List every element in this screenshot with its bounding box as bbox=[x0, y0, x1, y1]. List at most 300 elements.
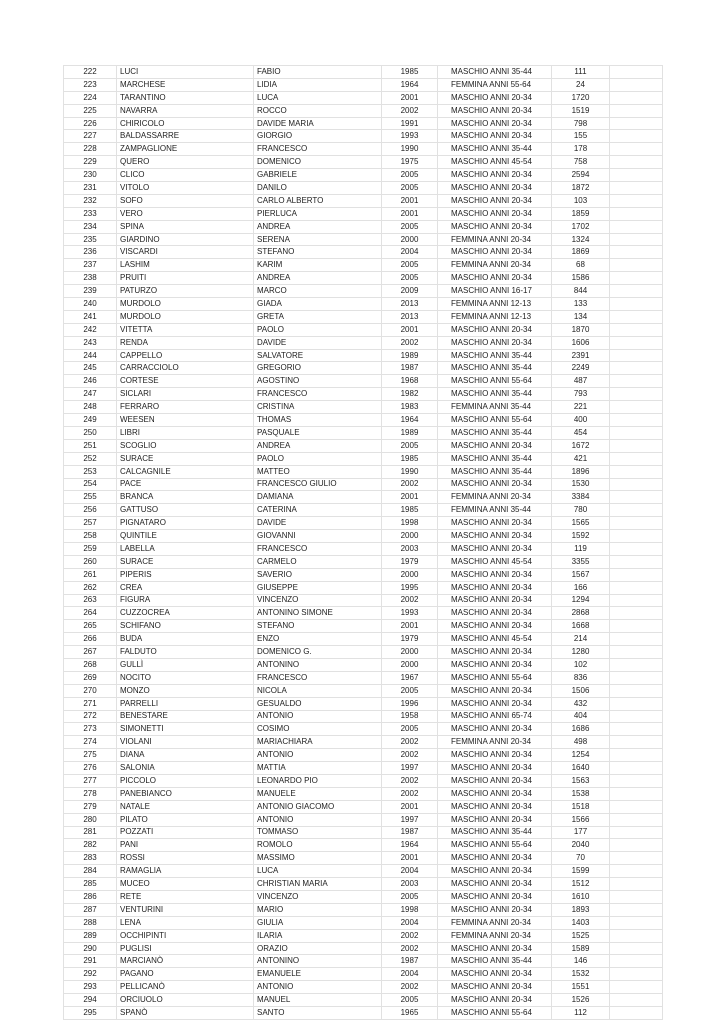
results-table bbox=[63, 65, 663, 1020]
table-row bbox=[64, 66, 663, 79]
bib-number-cell: 2391 bbox=[552, 349, 610, 362]
table-row bbox=[64, 697, 663, 710]
birth-year-cell: 1998 bbox=[382, 903, 438, 916]
category-cell: MASCHIO ANNI 20-34 bbox=[438, 723, 552, 736]
bib-number-cell: 836 bbox=[552, 671, 610, 684]
bib-number-cell: 24 bbox=[552, 78, 610, 91]
first-name-cell: VINCENZO bbox=[254, 594, 382, 607]
category-cell: MASCHIO ANNI 35-44 bbox=[438, 426, 552, 439]
table-row bbox=[64, 259, 663, 272]
empty-cell bbox=[610, 220, 663, 233]
empty-cell bbox=[610, 375, 663, 388]
empty-cell bbox=[610, 800, 663, 813]
bib-number-cell: 1859 bbox=[552, 207, 610, 220]
position-cell: 257 bbox=[64, 517, 117, 530]
bib-number-cell: 1280 bbox=[552, 646, 610, 659]
table-row bbox=[64, 233, 663, 246]
first-name-cell: MASSIMO bbox=[254, 852, 382, 865]
first-name-cell: LUCA bbox=[254, 865, 382, 878]
empty-cell bbox=[610, 891, 663, 904]
surname-cell: MURDOLO bbox=[117, 310, 254, 323]
category-cell: MASCHIO ANNI 20-34 bbox=[438, 749, 552, 762]
bib-number-cell: 1526 bbox=[552, 994, 610, 1007]
surname-cell: PANI bbox=[117, 839, 254, 852]
first-name-cell: MARIO bbox=[254, 903, 382, 916]
position-cell: 263 bbox=[64, 594, 117, 607]
position-cell: 264 bbox=[64, 607, 117, 620]
empty-cell bbox=[610, 285, 663, 298]
surname-cell: LIBRI bbox=[117, 426, 254, 439]
first-name-cell: ANTONINO SIMONE bbox=[254, 607, 382, 620]
empty-cell bbox=[610, 388, 663, 401]
category-cell: MASCHIO ANNI 20-34 bbox=[438, 658, 552, 671]
table-row bbox=[64, 414, 663, 427]
position-cell: 226 bbox=[64, 117, 117, 130]
birth-year-cell: 2004 bbox=[382, 246, 438, 259]
first-name-cell: STEFANO bbox=[254, 620, 382, 633]
bib-number-cell: 1538 bbox=[552, 787, 610, 800]
table-row bbox=[64, 143, 663, 156]
position-cell: 232 bbox=[64, 194, 117, 207]
category-cell: MASCHIO ANNI 20-34 bbox=[438, 697, 552, 710]
birth-year-cell: 2002 bbox=[382, 774, 438, 787]
first-name-cell: GIADA bbox=[254, 298, 382, 311]
empty-cell bbox=[610, 826, 663, 839]
birth-year-cell: 1967 bbox=[382, 671, 438, 684]
position-cell: 251 bbox=[64, 439, 117, 452]
surname-cell: FIGURA bbox=[117, 594, 254, 607]
birth-year-cell: 1979 bbox=[382, 555, 438, 568]
table-row bbox=[64, 298, 663, 311]
category-cell: MASCHIO ANNI 20-34 bbox=[438, 117, 552, 130]
first-name-cell: GIULIA bbox=[254, 916, 382, 929]
table-row bbox=[64, 620, 663, 633]
bib-number-cell: 2868 bbox=[552, 607, 610, 620]
category-cell: MASCHIO ANNI 20-34 bbox=[438, 439, 552, 452]
surname-cell: VITOLO bbox=[117, 182, 254, 195]
surname-cell: FERRARO bbox=[117, 401, 254, 414]
birth-year-cell: 2004 bbox=[382, 916, 438, 929]
birth-year-cell: 2001 bbox=[382, 207, 438, 220]
surname-cell: BALDASSARRE bbox=[117, 130, 254, 143]
empty-cell bbox=[610, 362, 663, 375]
surname-cell: PIGNATARO bbox=[117, 517, 254, 530]
birth-year-cell: 2005 bbox=[382, 891, 438, 904]
bib-number-cell: 102 bbox=[552, 658, 610, 671]
bib-number-cell: 70 bbox=[552, 852, 610, 865]
table-row bbox=[64, 607, 663, 620]
category-cell: MASCHIO ANNI 20-34 bbox=[438, 891, 552, 904]
first-name-cell: FABIO bbox=[254, 66, 382, 79]
empty-cell bbox=[610, 749, 663, 762]
position-cell: 233 bbox=[64, 207, 117, 220]
surname-cell: LASHIM bbox=[117, 259, 254, 272]
first-name-cell: ORAZIO bbox=[254, 942, 382, 955]
birth-year-cell: 2002 bbox=[382, 942, 438, 955]
category-cell: MASCHIO ANNI 20-34 bbox=[438, 130, 552, 143]
first-name-cell: VINCENZO bbox=[254, 891, 382, 904]
category-cell: MASCHIO ANNI 20-34 bbox=[438, 207, 552, 220]
empty-cell bbox=[610, 929, 663, 942]
surname-cell: NAVARRA bbox=[117, 104, 254, 117]
table-row bbox=[64, 994, 663, 1007]
empty-cell bbox=[610, 1007, 663, 1020]
empty-cell bbox=[610, 336, 663, 349]
first-name-cell: SAVERIO bbox=[254, 568, 382, 581]
table-row bbox=[64, 942, 663, 955]
birth-year-cell: 2005 bbox=[382, 220, 438, 233]
table-row bbox=[64, 452, 663, 465]
table-row bbox=[64, 285, 663, 298]
table-row bbox=[64, 813, 663, 826]
position-cell: 237 bbox=[64, 259, 117, 272]
first-name-cell: ANDREA bbox=[254, 439, 382, 452]
surname-cell: LENA bbox=[117, 916, 254, 929]
surname-cell: PUGLISI bbox=[117, 942, 254, 955]
position-cell: 290 bbox=[64, 942, 117, 955]
table-row bbox=[64, 478, 663, 491]
table-row bbox=[64, 117, 663, 130]
bib-number-cell: 1702 bbox=[552, 220, 610, 233]
surname-cell: OCCHIPINTI bbox=[117, 929, 254, 942]
surname-cell: CAPPELLO bbox=[117, 349, 254, 362]
table-row bbox=[64, 555, 663, 568]
surname-cell: LABELLA bbox=[117, 542, 254, 555]
category-cell: MASCHIO ANNI 20-34 bbox=[438, 878, 552, 891]
bib-number-cell: 1893 bbox=[552, 903, 610, 916]
surname-cell: RETE bbox=[117, 891, 254, 904]
birth-year-cell: 2001 bbox=[382, 91, 438, 104]
bib-number-cell: 1720 bbox=[552, 91, 610, 104]
table-row bbox=[64, 375, 663, 388]
birth-year-cell: 1997 bbox=[382, 762, 438, 775]
surname-cell: SURACE bbox=[117, 452, 254, 465]
bib-number-cell: 134 bbox=[552, 310, 610, 323]
birth-year-cell: 1982 bbox=[382, 388, 438, 401]
position-cell: 270 bbox=[64, 684, 117, 697]
position-cell: 224 bbox=[64, 91, 117, 104]
birth-year-cell: 2005 bbox=[382, 259, 438, 272]
category-cell: MASCHIO ANNI 20-34 bbox=[438, 684, 552, 697]
empty-cell bbox=[610, 66, 663, 79]
bib-number-cell: 155 bbox=[552, 130, 610, 143]
surname-cell: CHIRICOLO bbox=[117, 117, 254, 130]
empty-cell bbox=[610, 968, 663, 981]
position-cell: 261 bbox=[64, 568, 117, 581]
empty-cell bbox=[610, 774, 663, 787]
category-cell: FEMMINA ANNI 20-34 bbox=[438, 491, 552, 504]
surname-cell: POZZATI bbox=[117, 826, 254, 839]
surname-cell: LUCI bbox=[117, 66, 254, 79]
position-cell: 258 bbox=[64, 530, 117, 543]
bib-number-cell: 1640 bbox=[552, 762, 610, 775]
category-cell: MASCHIO ANNI 35-44 bbox=[438, 388, 552, 401]
category-cell: FEMMINA ANNI 35-44 bbox=[438, 401, 552, 414]
bib-number-cell: 758 bbox=[552, 156, 610, 169]
table-row bbox=[64, 981, 663, 994]
position-cell: 250 bbox=[64, 426, 117, 439]
position-cell: 288 bbox=[64, 916, 117, 929]
bib-number-cell: 1567 bbox=[552, 568, 610, 581]
table-row bbox=[64, 774, 663, 787]
category-cell: MASCHIO ANNI 35-44 bbox=[438, 66, 552, 79]
position-cell: 253 bbox=[64, 465, 117, 478]
category-cell: MASCHIO ANNI 20-34 bbox=[438, 852, 552, 865]
position-cell: 262 bbox=[64, 581, 117, 594]
table-row bbox=[64, 878, 663, 891]
birth-year-cell: 1987 bbox=[382, 955, 438, 968]
surname-cell: CLICO bbox=[117, 169, 254, 182]
surname-cell: GULLÌ bbox=[117, 658, 254, 671]
surname-cell: GIARDINO bbox=[117, 233, 254, 246]
table-row bbox=[64, 530, 663, 543]
table-row bbox=[64, 646, 663, 659]
table-row bbox=[64, 929, 663, 942]
category-cell: MASCHIO ANNI 55-64 bbox=[438, 671, 552, 684]
bib-number-cell: 1870 bbox=[552, 323, 610, 336]
first-name-cell: ANTONIO bbox=[254, 710, 382, 723]
results-table-body bbox=[64, 66, 663, 1020]
category-cell: MASCHIO ANNI 20-34 bbox=[438, 581, 552, 594]
position-cell: 275 bbox=[64, 749, 117, 762]
table-row bbox=[64, 736, 663, 749]
bib-number-cell: 432 bbox=[552, 697, 610, 710]
bib-number-cell: 1668 bbox=[552, 620, 610, 633]
bib-number-cell: 1525 bbox=[552, 929, 610, 942]
surname-cell: ROSSI bbox=[117, 852, 254, 865]
category-cell: MASCHIO ANNI 20-34 bbox=[438, 246, 552, 259]
bib-number-cell: 1551 bbox=[552, 981, 610, 994]
bib-number-cell: 119 bbox=[552, 542, 610, 555]
first-name-cell: PAOLO bbox=[254, 323, 382, 336]
table-row bbox=[64, 568, 663, 581]
bib-number-cell: 112 bbox=[552, 1007, 610, 1020]
bib-number-cell: 1592 bbox=[552, 530, 610, 543]
birth-year-cell: 2001 bbox=[382, 800, 438, 813]
first-name-cell: FRANCESCO bbox=[254, 143, 382, 156]
empty-cell bbox=[610, 813, 663, 826]
position-cell: 269 bbox=[64, 671, 117, 684]
birth-year-cell: 2002 bbox=[382, 104, 438, 117]
surname-cell: CREA bbox=[117, 581, 254, 594]
first-name-cell: GESUALDO bbox=[254, 697, 382, 710]
surname-cell: VIOLANI bbox=[117, 736, 254, 749]
birth-year-cell: 1975 bbox=[382, 156, 438, 169]
birth-year-cell: 1998 bbox=[382, 517, 438, 530]
empty-cell bbox=[610, 878, 663, 891]
surname-cell: CARRACCIOLO bbox=[117, 362, 254, 375]
bib-number-cell: 404 bbox=[552, 710, 610, 723]
birth-year-cell: 2000 bbox=[382, 646, 438, 659]
position-cell: 248 bbox=[64, 401, 117, 414]
surname-cell: CORTESE bbox=[117, 375, 254, 388]
bib-number-cell: 1586 bbox=[552, 272, 610, 285]
table-row bbox=[64, 594, 663, 607]
position-cell: 228 bbox=[64, 143, 117, 156]
first-name-cell: GIORGIO bbox=[254, 130, 382, 143]
empty-cell bbox=[610, 530, 663, 543]
birth-year-cell: 2004 bbox=[382, 968, 438, 981]
bib-number-cell: 1518 bbox=[552, 800, 610, 813]
bib-number-cell: 798 bbox=[552, 117, 610, 130]
position-cell: 247 bbox=[64, 388, 117, 401]
table-row bbox=[64, 542, 663, 555]
table-row bbox=[64, 104, 663, 117]
birth-year-cell: 2000 bbox=[382, 658, 438, 671]
birth-year-cell: 1983 bbox=[382, 401, 438, 414]
birth-year-cell: 1997 bbox=[382, 813, 438, 826]
bib-number-cell: 68 bbox=[552, 259, 610, 272]
category-cell: MASCHIO ANNI 20-34 bbox=[438, 981, 552, 994]
empty-cell bbox=[610, 259, 663, 272]
birth-year-cell: 1990 bbox=[382, 465, 438, 478]
category-cell: MASCHIO ANNI 20-34 bbox=[438, 800, 552, 813]
birth-year-cell: 2005 bbox=[382, 684, 438, 697]
table-row bbox=[64, 220, 663, 233]
surname-cell: FALDUTO bbox=[117, 646, 254, 659]
first-name-cell: GABRIELE bbox=[254, 169, 382, 182]
first-name-cell: MANUELE bbox=[254, 787, 382, 800]
first-name-cell: PIERLUCA bbox=[254, 207, 382, 220]
surname-cell: MONZO bbox=[117, 684, 254, 697]
surname-cell: BRANCA bbox=[117, 491, 254, 504]
first-name-cell: ROCCO bbox=[254, 104, 382, 117]
empty-cell bbox=[610, 491, 663, 504]
surname-cell: PIPERIS bbox=[117, 568, 254, 581]
position-cell: 252 bbox=[64, 452, 117, 465]
category-cell: MASCHIO ANNI 45-54 bbox=[438, 633, 552, 646]
surname-cell: QUERO bbox=[117, 156, 254, 169]
table-row bbox=[64, 903, 663, 916]
first-name-cell: MARIACHIARA bbox=[254, 736, 382, 749]
position-cell: 225 bbox=[64, 104, 117, 117]
category-cell: MASCHIO ANNI 55-64 bbox=[438, 1007, 552, 1020]
surname-cell: VISCARDI bbox=[117, 246, 254, 259]
first-name-cell: FRANCESCO bbox=[254, 671, 382, 684]
bib-number-cell: 103 bbox=[552, 194, 610, 207]
surname-cell: DIANA bbox=[117, 749, 254, 762]
birth-year-cell: 1964 bbox=[382, 78, 438, 91]
surname-cell: SURACE bbox=[117, 555, 254, 568]
empty-cell bbox=[610, 517, 663, 530]
position-cell: 229 bbox=[64, 156, 117, 169]
empty-cell bbox=[610, 233, 663, 246]
empty-cell bbox=[610, 182, 663, 195]
empty-cell bbox=[610, 104, 663, 117]
category-cell: MASCHIO ANNI 35-44 bbox=[438, 349, 552, 362]
category-cell: MASCHIO ANNI 20-34 bbox=[438, 607, 552, 620]
bib-number-cell: 1530 bbox=[552, 478, 610, 491]
surname-cell: PICCOLO bbox=[117, 774, 254, 787]
position-cell: 280 bbox=[64, 813, 117, 826]
category-cell: MASCHIO ANNI 35-44 bbox=[438, 143, 552, 156]
surname-cell: SCOGLIO bbox=[117, 439, 254, 452]
birth-year-cell: 2005 bbox=[382, 994, 438, 1007]
surname-cell: PAGANO bbox=[117, 968, 254, 981]
table-row bbox=[64, 401, 663, 414]
first-name-cell: DAMIANA bbox=[254, 491, 382, 504]
bib-number-cell: 454 bbox=[552, 426, 610, 439]
table-row bbox=[64, 865, 663, 878]
table-row bbox=[64, 426, 663, 439]
birth-year-cell: 2003 bbox=[382, 878, 438, 891]
table-row bbox=[64, 684, 663, 697]
position-cell: 235 bbox=[64, 233, 117, 246]
position-cell: 294 bbox=[64, 994, 117, 1007]
table-row bbox=[64, 182, 663, 195]
surname-cell: SCHIFANO bbox=[117, 620, 254, 633]
empty-cell bbox=[610, 194, 663, 207]
bib-number-cell: 1519 bbox=[552, 104, 610, 117]
position-cell: 240 bbox=[64, 298, 117, 311]
position-cell: 281 bbox=[64, 826, 117, 839]
table-row bbox=[64, 749, 663, 762]
surname-cell: QUINTILE bbox=[117, 530, 254, 543]
empty-cell bbox=[610, 542, 663, 555]
surname-cell: PILATO bbox=[117, 813, 254, 826]
position-cell: 291 bbox=[64, 955, 117, 968]
table-row bbox=[64, 439, 663, 452]
position-cell: 282 bbox=[64, 839, 117, 852]
table-row bbox=[64, 916, 663, 929]
empty-cell bbox=[610, 942, 663, 955]
category-cell: FEMMINA ANNI 55-64 bbox=[438, 78, 552, 91]
birth-year-cell: 2002 bbox=[382, 336, 438, 349]
birth-year-cell: 1968 bbox=[382, 375, 438, 388]
category-cell: MASCHIO ANNI 20-34 bbox=[438, 646, 552, 659]
first-name-cell: MATTEO bbox=[254, 465, 382, 478]
birth-year-cell: 2002 bbox=[382, 749, 438, 762]
position-cell: 245 bbox=[64, 362, 117, 375]
bib-number-cell: 2594 bbox=[552, 169, 610, 182]
empty-cell bbox=[610, 414, 663, 427]
bib-number-cell: 487 bbox=[552, 375, 610, 388]
category-cell: MASCHIO ANNI 20-34 bbox=[438, 169, 552, 182]
table-row bbox=[64, 762, 663, 775]
first-name-cell: ROMOLO bbox=[254, 839, 382, 852]
category-cell: MASCHIO ANNI 20-34 bbox=[438, 865, 552, 878]
birth-year-cell: 2009 bbox=[382, 285, 438, 298]
table-row bbox=[64, 504, 663, 517]
position-cell: 289 bbox=[64, 929, 117, 942]
bib-number-cell: 1566 bbox=[552, 813, 610, 826]
empty-cell bbox=[610, 839, 663, 852]
surname-cell: PACE bbox=[117, 478, 254, 491]
position-cell: 222 bbox=[64, 66, 117, 79]
table-row bbox=[64, 955, 663, 968]
surname-cell: MARCHESE bbox=[117, 78, 254, 91]
empty-cell bbox=[610, 646, 663, 659]
empty-cell bbox=[610, 426, 663, 439]
position-cell: 267 bbox=[64, 646, 117, 659]
surname-cell: GATTUSO bbox=[117, 504, 254, 517]
birth-year-cell: 2005 bbox=[382, 439, 438, 452]
table-row bbox=[64, 91, 663, 104]
bib-number-cell: 498 bbox=[552, 736, 610, 749]
category-cell: MASCHIO ANNI 20-34 bbox=[438, 762, 552, 775]
birth-year-cell: 2004 bbox=[382, 865, 438, 878]
position-cell: 277 bbox=[64, 774, 117, 787]
empty-cell bbox=[610, 594, 663, 607]
category-cell: MASCHIO ANNI 20-34 bbox=[438, 774, 552, 787]
birth-year-cell: 1964 bbox=[382, 414, 438, 427]
first-name-cell: ANTONIO bbox=[254, 981, 382, 994]
surname-cell: SIMONETTI bbox=[117, 723, 254, 736]
position-cell: 274 bbox=[64, 736, 117, 749]
first-name-cell: LIDIA bbox=[254, 78, 382, 91]
birth-year-cell: 2002 bbox=[382, 787, 438, 800]
position-cell: 268 bbox=[64, 658, 117, 671]
